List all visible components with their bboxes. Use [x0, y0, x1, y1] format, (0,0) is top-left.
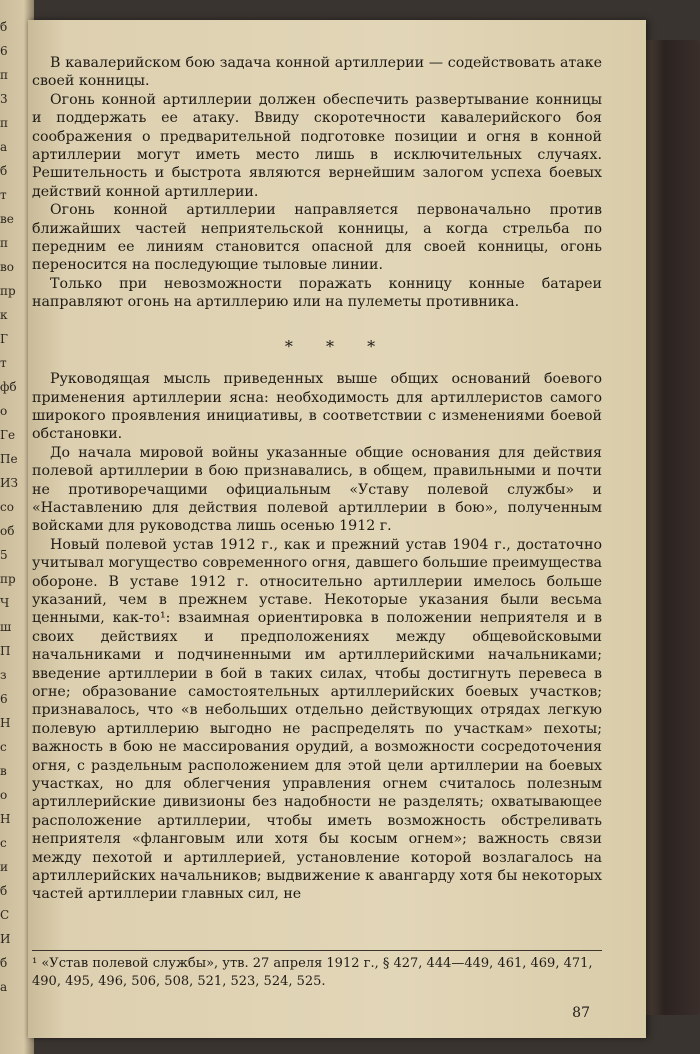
left-page-fragment: пр: [0, 284, 16, 298]
left-page-fragment: пр: [0, 572, 16, 586]
left-page-fragment: 3: [0, 92, 8, 106]
left-page-fragment: С: [0, 908, 10, 922]
section-separator: * * *: [284, 336, 390, 356]
left-page-fragment: ИЗ: [0, 476, 18, 490]
left-page-fragment: с: [0, 740, 7, 754]
left-page-fragment: и: [0, 860, 8, 874]
left-page-fragment: Н: [0, 812, 11, 826]
left-page-fragment: т: [0, 188, 7, 202]
left-page-fragment: Ч: [0, 596, 10, 610]
paragraph: Руководящая мысль приведенных выше общих оснований боевого применения артиллерии ясна: необходимость для артиллеристов самого широкого проявления инициативы, в соответствии с изменениями боевой обстановки.: [32, 371, 602, 443]
left-page-fragment: в: [0, 764, 7, 778]
paragraph: Только при невозможности поражать конницу конные батареи направляют огонь на артиллерию или на пулеметы противника.: [32, 275, 602, 311]
left-page-fragment: к: [0, 308, 8, 322]
page-text: [32, 54, 602, 904]
footnote: ¹ «Устав полевой службы», утв. 27 апреля 1912 г., § 427, 444—449, 461, 469, 471, 490, 495, 496, 506, 508, 521, 523, 524, 525.: [32, 950, 602, 991]
paragraph: До начала мировой войны указанные общие основания для действия полевой артиллерии в бою признавались, в общем, правильными и почти не противоречащими официальным «Уставу полевой службы» и «Наставлению для действия полевой артиллерии в бою», полученным войсками для руководства лишь осенью 1912 г.: [32, 444, 602, 535]
left-page-fragment: б: [0, 20, 8, 34]
left-page-fragment: а: [0, 140, 8, 154]
left-page-fragment: п: [0, 68, 8, 82]
left-page-fragment: 5: [0, 548, 8, 562]
left-page-fragment: т: [0, 356, 7, 370]
paragraph: Огонь конной артиллерии должен обеспечить развертывание конницы и поддержать ее атаку. Ввиду скоротечности кавалерийского боя соображения о предварительной подготовке позиции и огня в конной артиллерии могут иметь место лишь в исключительных случаях. Решительность и быстрота являются вернейшим залогом успеха боевых действий конной артиллерии.: [32, 91, 602, 200]
left-page-fragment: Н: [0, 716, 11, 730]
left-page-fragment: с: [0, 836, 7, 850]
paragraph: Огонь конной артиллерии направляется первоначально против ближайших частей неприятельской конницы, а когда стрельба по передним ее линиям становится опасной для своей конницы, огонь переносится на последующие тыловые линии.: [32, 202, 602, 274]
left-page-fragment: ве: [0, 212, 14, 226]
book-binding: [640, 40, 700, 1015]
left-page-fragment: 6: [0, 44, 8, 58]
page-number: 87: [572, 1005, 590, 1021]
left-page-fragment: о: [0, 404, 8, 418]
left-page-fragment: п: [0, 236, 8, 250]
paragraph: Новый полевой устав 1912 г., как и прежний устав 1904 г., достаточно учитывал могущество современного огня, давшего большие преимущества обороне. В уставе 1912 г. относительно артиллерии имелось больше указаний, чем в прежнем уставе. Некоторые указания были весьма ценными, как-то¹: взаимная ориентировка в положении неприятеля и в своих действиях и предположениях между общевойсковыми начальниками и подчиненными им артиллерийскими начальниками; введение артиллерии в бой в таких силах, чтобы достигнуть перевеса в огне; образование самостоятельных артиллерийских боевых участков; признавалось, что «в небольших отдельно действующих отрядах легкую полевую артиллерию выгодно не распределять по участкам» пехоты; важность в бою не массирования орудий, а возможности сосредоточения огня, с раздельным расположением для этой цели артиллерии на боевых участках, но для облегчения управления огнем считалось полезным артиллерийские дивизионы без надобности не разделять; охватывающее расположение артиллерии, чтобы иметь возможность обстреливать неприятеля «фланговым или хотя бы косым огнем»; важность связи между пехотой и артиллерией, установление которой возлагалось на артиллерийских начальников; выдвижение к авангарду хотя бы некоторых частей артиллерии главных сил, не: [32, 536, 602, 903]
left-page-fragment: о: [0, 788, 8, 802]
left-page-fragment: б: [0, 164, 8, 178]
left-page-fragment: Ге: [0, 428, 16, 442]
left-page-fragment: а: [0, 980, 8, 994]
left-page-fragment: П: [0, 644, 11, 658]
left-page-fragment: во: [0, 260, 14, 274]
book-page: [28, 20, 646, 1038]
left-page-fragment: з: [0, 668, 7, 682]
left-page-fragment: фб: [0, 380, 17, 394]
left-page-fragment: б: [0, 956, 8, 970]
paragraph: В кавалерийском бою задача конной артиллерии — содействовать атаке своей конницы.: [32, 55, 602, 90]
left-page-fragment: ш: [0, 620, 12, 634]
left-page-fragment: б: [0, 884, 8, 898]
left-page-fragment: об: [0, 524, 15, 538]
left-page-fragment: Пе: [0, 452, 18, 466]
left-page-fragment: 6: [0, 692, 8, 706]
left-page-fragment: со: [0, 500, 14, 514]
left-page-fragment: п: [0, 116, 8, 130]
left-page-fragment: Г: [0, 332, 8, 346]
left-page-fragment: И: [0, 932, 11, 946]
